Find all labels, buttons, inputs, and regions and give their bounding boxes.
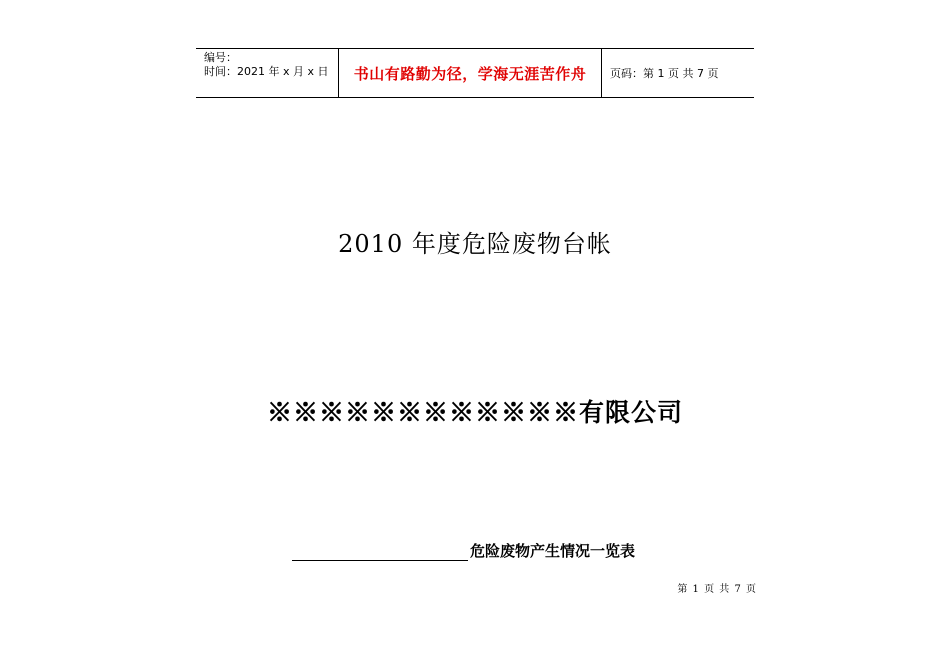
table-caption xyxy=(292,540,635,561)
fill-in-blank-line xyxy=(292,544,468,561)
page-code: 页码：第 1 页 共 7 页 xyxy=(610,67,719,80)
serial-label: 编号： xyxy=(204,51,237,64)
page-footer: 第 1 页 共 7 页 xyxy=(677,584,757,595)
document-header xyxy=(196,48,754,98)
header-page-cell xyxy=(602,49,754,97)
header-meta-cell xyxy=(196,49,338,97)
table-caption-text: 危险废物产生情况一览表 xyxy=(470,542,636,560)
header-motto-cell xyxy=(338,49,602,97)
motto-text: 书山有路勤为径，学海无涯苦作舟 xyxy=(353,64,587,83)
time-label: 时间：2021 年 x 月 x 日 xyxy=(204,65,329,78)
company-name: ※※※※※※※※※※※※有限公司 xyxy=(266,398,683,427)
document-title: 2010 年度危险废物台帐 xyxy=(338,230,612,258)
